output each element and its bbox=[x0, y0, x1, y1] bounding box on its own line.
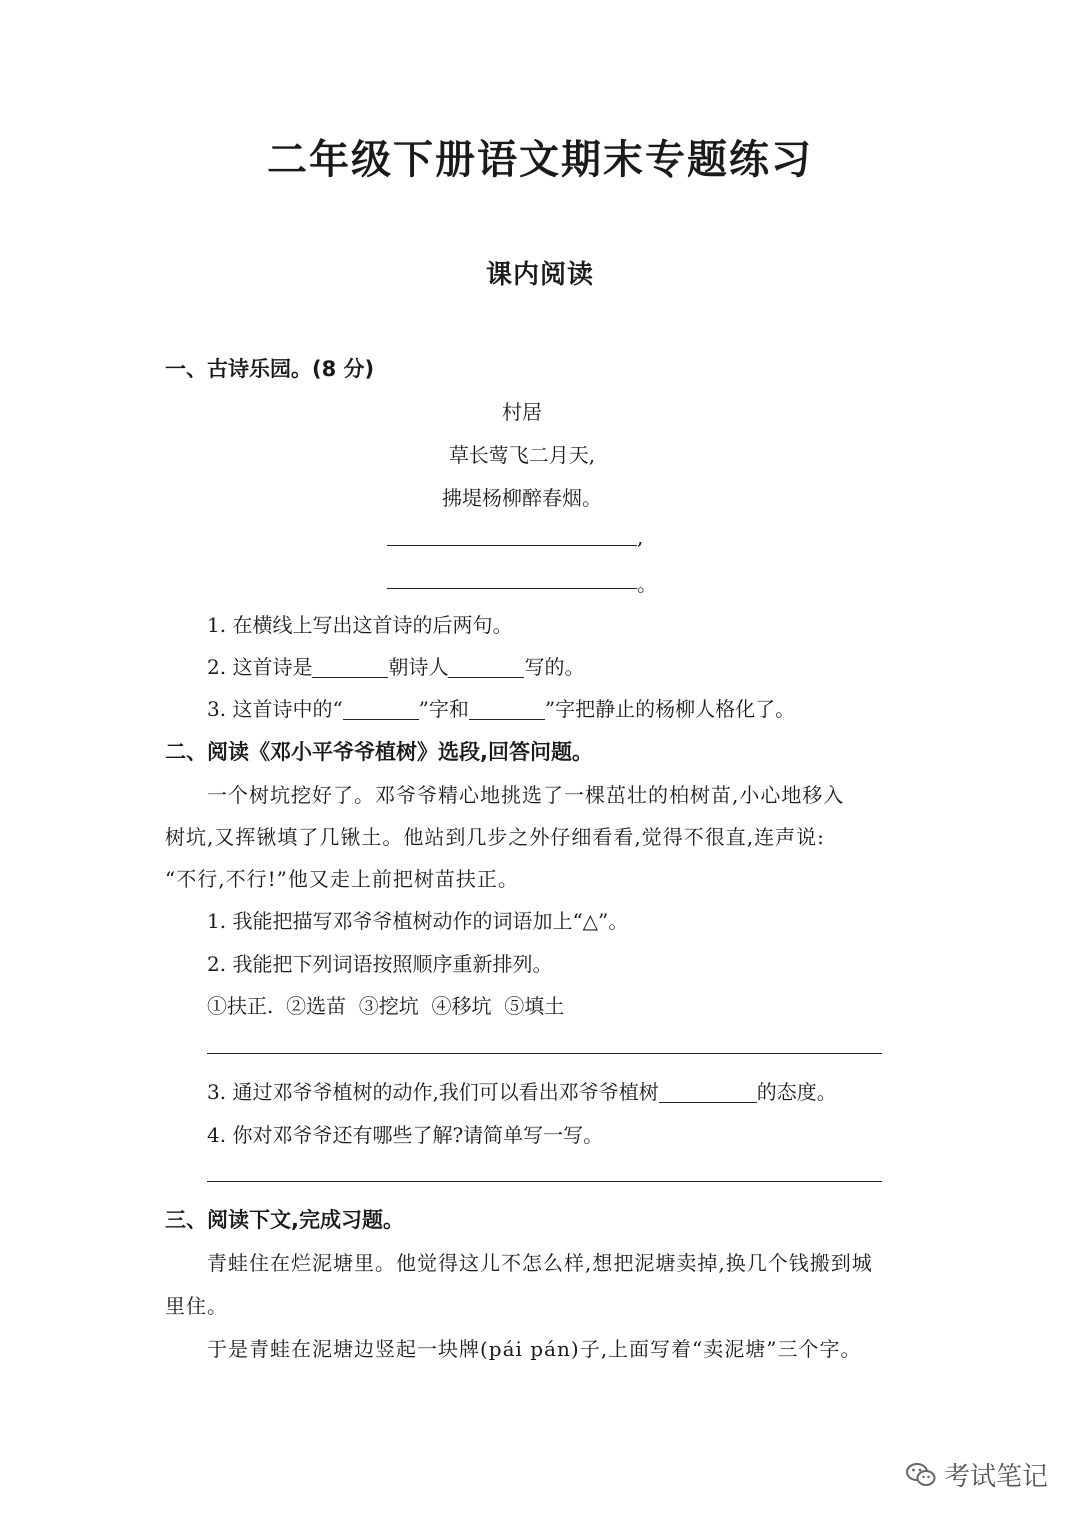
attitude-blank[interactable] bbox=[659, 1080, 757, 1103]
word-blank-1[interactable] bbox=[343, 697, 419, 720]
section2-question-1: 1. 我能把描写邓爷爷植树动作的词语加上“△”。 bbox=[207, 909, 629, 933]
q3-text-a: 3. 这首诗中的“ bbox=[207, 697, 343, 721]
q3-text-a: 3. 通过邓爷爷植树的动作,我们可以看出邓爷爷植树 bbox=[207, 1080, 659, 1104]
section2-passage-line-1: 一个树坑挖好了。邓爷爷精心地挑选了一棵茁壮的柏树苗,小心地移入 bbox=[207, 783, 845, 807]
poem-answer-punct-2: 。 bbox=[637, 572, 657, 596]
q2-text-a: 2. 这首诗是 bbox=[207, 655, 313, 679]
section3-passage-line-1: 青蛙住在烂泥塘里。他觉得这儿不怎么样,想把泥塘卖掉,换几个钱搬到城 bbox=[207, 1251, 873, 1275]
poem-answer-line-2[interactable] bbox=[387, 588, 637, 589]
poem-line-2: 拂堤杨柳醉春烟。 bbox=[442, 486, 602, 510]
poem-answer-punct-1: , bbox=[637, 525, 644, 549]
q3-text-b: ”字和 bbox=[418, 697, 469, 721]
poem-title: 村居 bbox=[502, 400, 542, 424]
section2-question-3 bbox=[207, 1076, 837, 1105]
poet-blank[interactable] bbox=[448, 655, 524, 678]
section1-question-1: 1. 在横线上写出这首诗的后两句。 bbox=[207, 613, 513, 637]
page-title: 二年级下册语文期末专题练习 bbox=[267, 137, 813, 183]
watermark bbox=[906, 1456, 1048, 1493]
section2-question-2: 2. 我能把下列词语按照顺序重新排列。 bbox=[207, 952, 553, 976]
word-blank-2[interactable] bbox=[469, 697, 545, 720]
wechat-icon bbox=[906, 1462, 936, 1488]
order-answer-line[interactable] bbox=[207, 1053, 882, 1054]
section1-question-3 bbox=[207, 693, 795, 722]
watermark-text: 考试笔记 bbox=[943, 1462, 1048, 1492]
section2-question-4: 4. 你对邓爷爷还有哪些了解?请简单写一写。 bbox=[207, 1123, 604, 1147]
section3-passage-line-3: 于是青蛙在泥塘边竖起一块牌(pái pán)子,上面写着“卖泥塘”三个字。 bbox=[207, 1337, 862, 1361]
section2-heading: 二、阅读《邓小平爷爷植树》选段,回答问题。 bbox=[165, 740, 593, 764]
q2-text-c: 写的。 bbox=[524, 655, 585, 679]
section2-passage-line-3: “不行,不行!”他又走上前把树苗扶正。 bbox=[165, 867, 519, 891]
section3-passage-line-2: 里住。 bbox=[165, 1294, 228, 1318]
understanding-answer-line[interactable] bbox=[207, 1181, 882, 1182]
q2-text-b: 朝诗人 bbox=[388, 655, 449, 679]
q3-text-b: 的态度。 bbox=[756, 1080, 837, 1104]
section3-heading: 三、阅读下文,完成习题。 bbox=[165, 1208, 404, 1232]
dynasty-blank[interactable] bbox=[312, 655, 388, 678]
section1-question-2 bbox=[207, 651, 584, 680]
section2-options: ①扶正. ②选苗 ③挖坑 ④移坑 ⑤填土 bbox=[207, 994, 565, 1018]
poem-line-1: 草长莺飞二月天, bbox=[448, 443, 596, 467]
poem-answer-line-1[interactable] bbox=[387, 545, 637, 546]
q3-text-c: ”字把静止的杨柳人格化了。 bbox=[544, 697, 796, 721]
section2-passage-line-2: 树坑,又挥锹填了几锹土。他站到几步之外仔细看看,觉得不很直,连声说: bbox=[165, 825, 825, 849]
section1-heading: 一、古诗乐园。(8 分) bbox=[165, 357, 375, 381]
page-subtitle: 课内阅读 bbox=[485, 260, 594, 290]
